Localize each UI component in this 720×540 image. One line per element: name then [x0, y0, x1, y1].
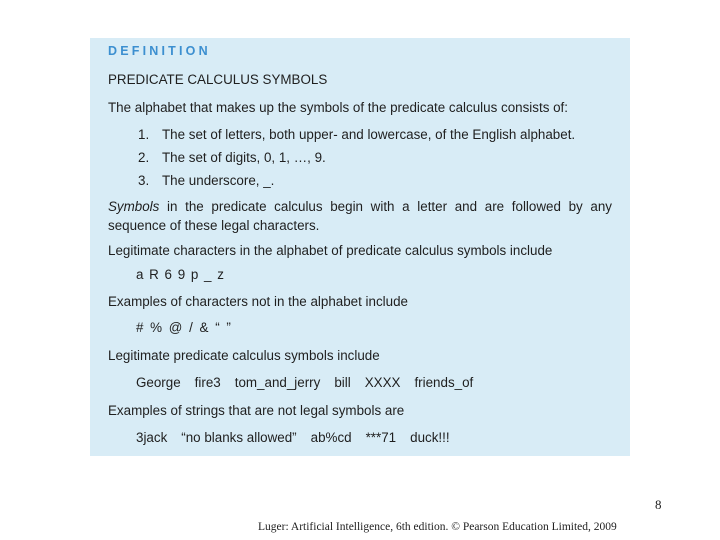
non-symbol-example: ***71 [365, 430, 397, 445]
intro-text: The alphabet that makes up the symbols of the predicate calculus consists of: [108, 100, 568, 115]
list-item-number: 1. [138, 127, 150, 142]
definition-heading: DEFINITION [108, 44, 211, 58]
symbols-paragraph [108, 197, 612, 235]
list-item-number: 3. [138, 173, 150, 188]
non-symbol-example: duck!!! [410, 430, 450, 445]
not-chars-label: Examples of characters not in the alphabet include [108, 294, 408, 309]
list-item-number: 2. [138, 150, 150, 165]
not-symbols-label: Examples of strings that are not legal symbols are [108, 403, 405, 418]
symbols-description: in the predicate calculus begin with a letter and are followed by any sequence of these legal characters. [108, 199, 612, 233]
symbol-example: friends_of [414, 375, 474, 390]
legit-chars-example: a R 6 9 p _ z [136, 267, 225, 282]
not-chars-example: # % @ / & “ ” [136, 320, 233, 335]
definition-title: PREDICATE CALCULUS SYMBOLS [108, 72, 328, 87]
symbol-example: bill [334, 375, 351, 390]
list-item-text: The set of letters, both upper- and lowercase, of the English alphabet. [162, 127, 576, 142]
non-symbol-example: “no blanks allowed” [181, 430, 297, 445]
symbols-term: Symbols [108, 199, 160, 214]
legit-symbols-example [136, 375, 487, 390]
symbol-example: fire3 [194, 375, 221, 390]
legit-chars-label: Legitimate characters in the alphabet of predicate calculus symbols include [108, 243, 553, 258]
page-number: 8 [655, 497, 662, 512]
list-item-text: The underscore, _. [162, 173, 275, 188]
footer-citation: Luger: Artificial Intelligence, 6th edition. © Pearson Education Limited, 2009 [258, 521, 617, 533]
list-item-text: The set of digits, 0, 1, …, 9. [162, 150, 326, 165]
non-symbol-example: 3jack [136, 430, 168, 445]
symbol-example: tom_and_jerry [234, 375, 321, 390]
non-symbol-example: ab%cd [310, 430, 352, 445]
symbol-example: XXXX [364, 375, 401, 390]
not-symbols-example [136, 430, 464, 445]
definition-box [90, 38, 630, 456]
legit-symbols-label: Legitimate predicate calculus symbols include [108, 348, 380, 363]
symbol-example: George [136, 375, 181, 390]
